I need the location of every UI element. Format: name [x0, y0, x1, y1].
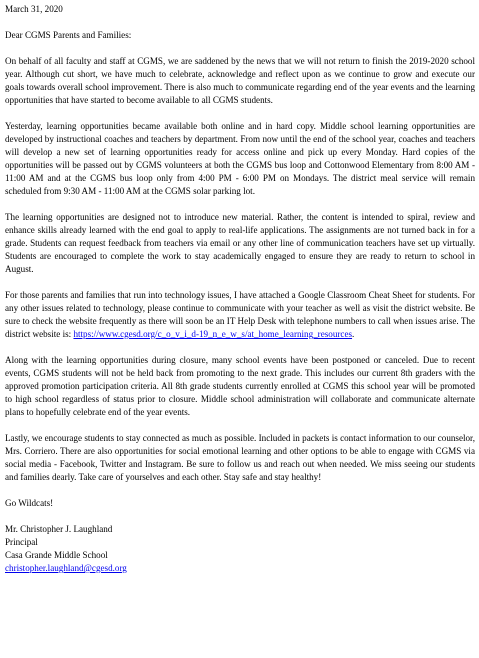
- paragraph-events: Along with the learning opportunities during closure, many school events have been postponed or canceled. Due to recent events, CGMS students will not be held back from promoting to the next grade. This includes our current 8th graders with the approved promotion participation criteria. All 8th grade students currently enrolled at CGMS this school year will be promoted to high school regardless of status prior to closure. Middle school administration will collaborate and communicate alternate plans to hopefully celebrate end of the year events.: [5, 355, 475, 417]
- paragraph-learning-opportunities: Yesterday, learning opportunities became available both online and in hard copy. Middle school learning opportunities are developed by instructional coaches and teachers by department. From now until the end of the school year, coaches and teachers will develop a new set of learning opportunities ready for access online and pick up every Monday. Hard copies of the opportunities will be passed out by CGMS volunteers at both the CGMS bus loop and Cottonwood Elementary from 8:00 AM - 11:00 AM and at the CGMS bus loop only from 4:00 PM - 6:00 PM on Mondays. The district meal service will remain scheduled from 9:30 AM - 11:00 AM at the CGMS solar parking lot.: [5, 121, 475, 196]
- signature-block: [5, 523, 475, 575]
- paragraph-design: The learning opportunities are designed not to introduce new material. Rather, the content is intended to spiral, review and enhance skills already learned with the end goal to apply to real-life applications. The assignments are not turned back in for a grade. Students can request feedback from teachers via email or any other line of communication teachers have set up virtually. Students are encouraged to complete the work to stay academically engaged to ensure they are ready to return to school in August.: [5, 212, 475, 274]
- district-website-link[interactable]: https://www.cgesd.org/c_o_v_i_d-19_n_e_w_s/at_home_learning_resources: [73, 329, 353, 339]
- signature-title: Principal: [5, 537, 38, 547]
- salutation: Dear CGMS Parents and Families:: [5, 30, 132, 40]
- closing: Go Wildcats!: [5, 498, 54, 508]
- paragraph-technology: [5, 289, 475, 341]
- letter-date: March 31, 2020: [5, 4, 63, 14]
- paragraph-intro: On behalf of all faculty and staff at CGMS, we are saddened by the news that we will not return to finish the 2019-2020 school year. Although cut short, we have much to celebrate, acknowledge and reflect upon as we continue to grow and execute our goals towards overall school improvement. There is also much to communicate regarding end of the year events and the learning opportunities that have started to become available to all CGMS students.: [5, 56, 475, 105]
- signature-name: Mr. Christopher J. Laughland: [5, 524, 113, 534]
- paragraph-technology-end: .: [352, 329, 355, 339]
- paragraph-technology-text: For those parents and families that run into technology issues, I have attached a Google Classroom Cheat Sheet for students. For any other issues related to technology, please continue to communicate with your teacher as well as visit the district website. Be sure to check the website frequently as there will soon be an IT Help Desk with telephone numbers to call when issues arise. The district website is:: [5, 290, 475, 339]
- signature-email-link[interactable]: christopher.laughland@cgesd.org: [5, 563, 127, 573]
- paragraph-stay-connected: Lastly, we encourage students to stay connected as much as possible. Included in packets is contact information to our counselor, Mrs. Corriero. There are also opportunities for social emotional learning and other options to be able to engage with CGMS via social media - Facebook, Twitter and Instagram. Be sure to follow us and reach out when needed. We miss seeing our students and families dearly. Take care of yourselves and each other. Stay safe and stay healthy!: [5, 433, 475, 482]
- signature-school: Casa Grande Middle School: [5, 550, 108, 560]
